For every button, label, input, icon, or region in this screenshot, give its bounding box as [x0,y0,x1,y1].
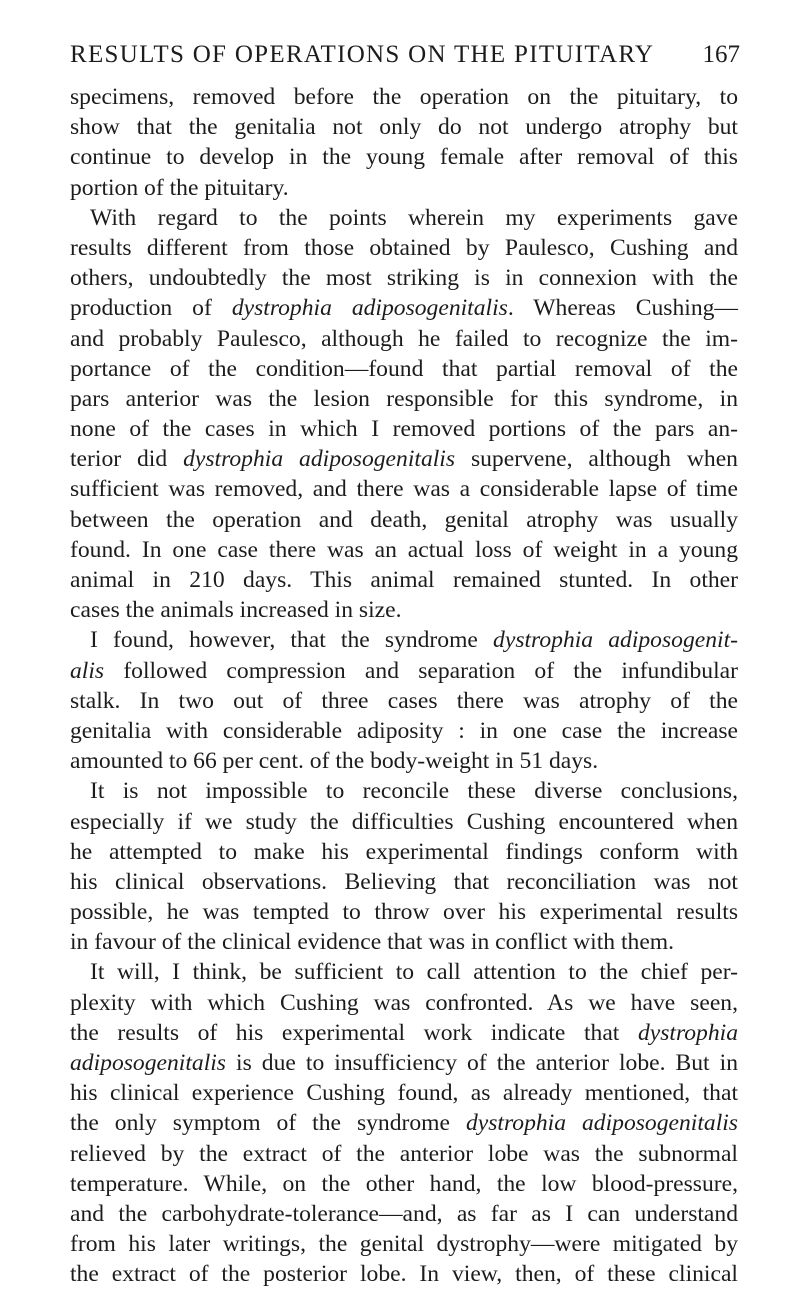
text-line [70,142,738,172]
text-line [70,354,738,384]
text-line [70,293,738,323]
text-run: supervene, although when [455,446,738,473]
italic-term: dystrophia adiposogenit- [493,627,738,654]
text-line [70,1139,738,1169]
text-line [70,1018,738,1048]
text-run: . Whereas Cushing— [507,295,739,322]
text-line [70,716,738,746]
text-run: between the operation and death, genital atrophy was usually [70,506,738,533]
text-run: the extract of the posterior lobe. In view, then, of these clinical [70,1261,738,1288]
body-text [70,82,738,1290]
text-line [70,444,738,474]
text-run: sufficient was removed, and there was a considerable lapse of time [70,476,738,503]
text-line [70,1048,738,1078]
italic-term: adiposogenitalis [70,1050,226,1076]
text-run: none of the cases in which I removed portions of the pars an- [70,416,738,443]
page-number: 167 [702,41,740,68]
text-line [70,625,738,655]
text-line [70,324,738,354]
text-run: plexity with which Cushing was confronted. As we have seen, [70,989,738,1016]
text-run: portance of the condition—found that partial removal of the [70,355,738,382]
text-run: animal in 210 days. This animal remained stunted. In other [70,567,738,593]
text-line [70,414,738,444]
text-line [70,82,738,112]
text-line [70,776,738,806]
text-run: pars anterior was the lesion responsible for this syndrome, in [70,385,738,412]
text-line [70,505,738,535]
text-run: terior did [70,446,184,473]
text-line [70,565,738,595]
text-run: his clinical experience Cushing found, as already mentioned, that [70,1080,738,1107]
text-line [70,988,738,1018]
text-run: in favour of the clinical evidence that was in conflict with them. [70,929,675,956]
text-line [70,384,738,414]
text-line [70,474,738,504]
text-run: he attempted to make his experimental findings conform with [70,838,738,865]
text-run: amounted to 66 per cent. of the body-weight in 51 days. [70,748,599,775]
text-line [70,1169,738,1199]
text-run: I found, however, that the syndrome [90,627,494,654]
text-line [70,1078,738,1108]
italic-term: dystrophia adiposogenitalis [465,1110,738,1137]
text-line [70,686,738,716]
text-line [70,1199,738,1229]
text-run: is due to insufficiency of the anterior lobe. But in [226,1050,738,1076]
italic-term: dystrophia adiposogenitalis [183,446,456,473]
text-run: possible, he was tempted to throw over his experimental results [70,899,738,926]
text-line [70,897,738,927]
text-line [70,746,738,776]
text-line [70,595,738,625]
text-run: genitalia with considerable adiposity : in one case the increase [70,717,738,744]
text-run: temperature. While, on the other hand, the low blood-pressure, [70,1170,738,1197]
text-line [70,837,738,867]
text-line [70,1108,738,1138]
text-run: production of [70,295,232,322]
text-run: others, undoubtedly the most striking is in connexion with the [70,265,738,292]
text-run: found. In one case there was an actual loss of weight in a young [70,536,738,563]
text-run: especially if we study the difficulties Cushing encountered when [70,808,738,835]
text-run: show that the genitalia not only do not undergo atrophy but [70,114,738,141]
italic-term: alis [70,657,105,684]
text-run: the only symptom of the syndrome [70,1110,466,1137]
text-run: results different from those obtained by Paulesco, Cushing and [70,234,738,261]
text-run: and probably Paulesco, although he failed to recognize the im- [70,325,738,352]
text-run: continue to develop in the young female after removal of this [70,144,738,171]
text-line [70,1229,738,1259]
italic-term: dystrophia [637,1019,738,1046]
text-run: With regard to the points wherein my experiments gave [90,204,738,231]
text-line [70,656,738,686]
text-run: followed compression and separation of the infundibular [104,657,738,684]
text-run: relieved by the extract of the anterior lobe was the subnormal [70,1140,738,1167]
text-line [70,112,738,142]
text-run: the results of his experimental work indicate that [70,1019,638,1046]
text-line [70,263,738,293]
italic-term: dystrophia adiposogenitalis [231,295,508,322]
running-head [70,41,738,81]
text-run: and the carbohydrate-tolerance—and, as far as I can understand [70,1200,738,1227]
text-line [70,927,738,957]
text-run: from his later writings, the genital dystrophy—were mitigated by [70,1231,738,1258]
text-run: cases the animals increased in size. [70,597,402,624]
text-run: It will, I think, be sufficient to call attention to the chief per- [90,959,738,986]
text-line [70,957,738,987]
text-line [70,233,738,263]
text-line [70,867,738,897]
text-line [70,173,738,203]
text-run: specimens, removed before the operation on the pituitary, to [70,84,738,110]
text-line [70,203,738,233]
running-title: RESULTS OF OPERATIONS ON THE PITUITARY [70,41,655,68]
text-run: portion of the pituitary. [70,174,289,201]
text-line [70,535,738,565]
text-run: his clinical observations. Believing that reconciliation was not [70,868,738,895]
text-line [70,807,738,837]
text-line [70,1259,738,1289]
text-run: It is not impossible to reconcile these diverse conclusions, [90,778,738,805]
text-run: stalk. In two out of three cases there was atrophy of the [70,687,738,714]
